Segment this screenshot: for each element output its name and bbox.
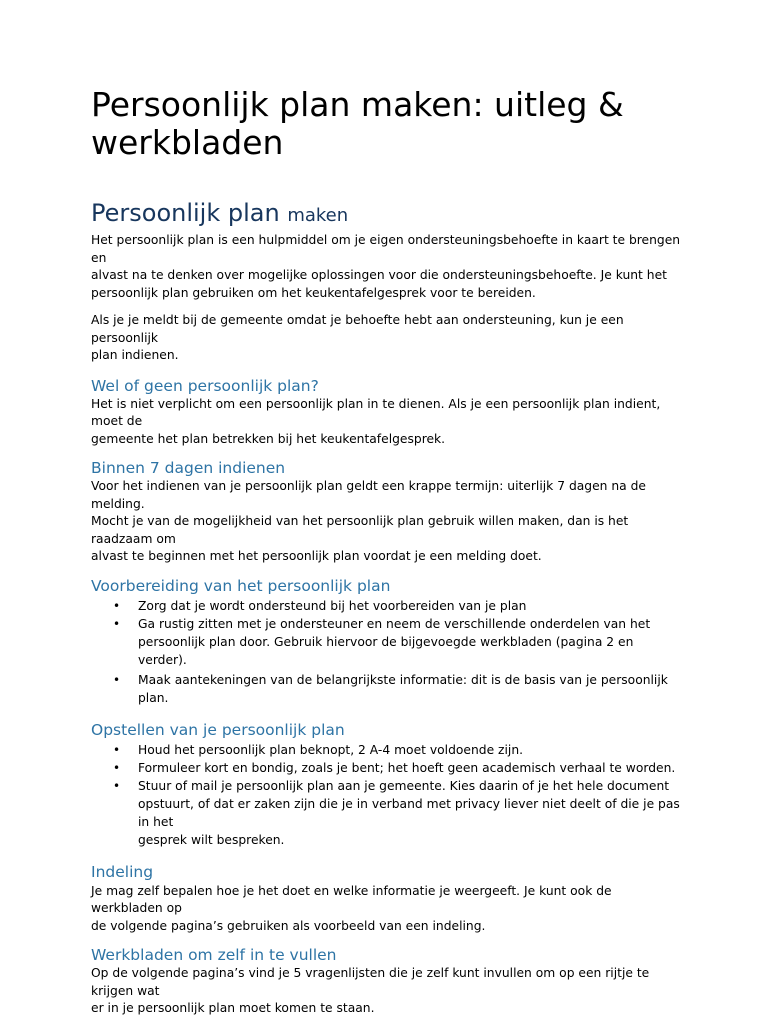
bullet-icon: • [113,742,121,757]
text-line: Zorg dat je wordt ondersteund bij het voorbereiden van je plan [138,598,527,613]
subheading-opstellen: Opstellen van je persoonlijk plan [91,720,345,739]
section-heading-small: maken [287,205,349,226]
subheading-voorbereiding: Voorbereiding van het persoonlijk plan [91,576,391,595]
text-line: Het persoonlijk plan is een hulpmiddel om je eigen ondersteuningsbehoefte in kaart te brengen en [91,233,681,265]
bullet-icon: • [113,760,121,775]
text-line: Stuur of mail je persoonlijk plan aan je gemeente. Kies daarin of je het hele document [138,778,670,793]
section-heading-main: Persoonlijk plan [91,199,280,227]
text-line: alvast na te denken over mogelijke oplossingen voor die ondersteuningsbehoefte. Je kunt het [91,268,667,282]
list-item [91,759,683,777]
bullet-icon: • [113,616,121,631]
text-line: opstuurt, of dat er zaken zijn die je in verband met privacy liever niet deelt of die je pas in het [138,796,680,829]
list-item [91,597,683,615]
text-line: Als je je meldt bij de gemeente omdat je behoefte hebt aan ondersteuning, kun je een persoonlijk [91,313,624,345]
bullet-icon: • [113,672,121,687]
document-page [91,86,683,1018]
list-item [91,615,683,669]
intro-paragraph-2 [91,312,683,365]
text-line: persoonlijk plan door. Gebruik hiervoor de bijgevoegde werkbladen (pagina 2 en verder). [138,634,634,667]
text-line: Het is niet verplicht om een persoonlijk plan in te dienen. Als je een persoonlijk plan indient, moet de [91,396,661,428]
document-title [91,86,683,162]
opstellen-bullet-list [91,741,683,849]
text-line: Op de volgende pagina’s vind je 5 vragenlijsten die je zelf kunt invullen om op een rijtje te krijgen wat [91,966,650,998]
wel-of-geen-paragraph [91,396,683,449]
text-line: Ga rustig zitten met je ondersteuner en neem de verschillende onderdelen van het [138,616,651,631]
voorbereiding-bullet-list [91,597,683,707]
text-line: Formuleer kort en bondig, zoals je bent; het hoeft geen academisch verhaal te worden. [138,760,676,775]
intro-paragraph-1 [91,232,683,302]
text-line: Mocht je van de mogelijkheid van het persoonlijk plan gebruik willen maken, dan is het raadzaam om [91,514,629,546]
list-item [91,777,683,849]
text-line: Voor het indienen van je persoonlijk plan geldt een krappe termijn: uiterlijk 7 dagen na de melding. [91,479,646,511]
text-line: alvast te beginnen met het persoonlijk plan voordat je een melding doet. [91,549,542,563]
list-item [91,671,683,707]
text-line: Je mag zelf bepalen hoe je het doet en welke informatie je weergeeft. Je kunt ook de werkbladen op [91,883,612,915]
text-line: persoonlijk plan gebruiken om het keukentafelgesprek voor te bereiden. [91,285,536,300]
subheading-binnen-7-dagen: Binnen 7 dagen indienen [91,459,286,477]
text-line: gesprek wilt bespreken. [138,832,285,847]
document-title-line-1: Persoonlijk plan maken: uitleg & [91,85,624,124]
section-heading-persoonlijk-plan-maken [91,199,683,230]
text-line: de volgende pagina’s gebruiken als voorbeeld van een indeling. [91,918,486,933]
text-line: gemeente het plan betrekken bij het keukentafelgesprek. [91,431,446,446]
bullet-icon: • [113,778,121,793]
text-line: Houd het persoonlijk plan beknopt, 2 A-4 moet voldoende zijn. [138,742,524,757]
werkbladen-paragraph [91,965,683,1018]
text-line: Maak aantekeningen van de belangrijkste informatie: dit is de basis van je persoonlijk plan. [138,672,668,705]
document-title-line-2: werkbladen [91,123,284,162]
binnen-7-dagen-paragraph [91,478,683,566]
text-line: er in je persoonlijk plan moet komen te staan. [91,1001,375,1015]
subheading-werkbladen: Werkbladen om zelf in te vullen [91,946,337,964]
text-line: plan indienen. [91,348,179,362]
bullet-icon: • [113,598,121,613]
subheading-wel-of-geen: Wel of geen persoonlijk plan? [91,376,319,395]
list-item [91,741,683,759]
subheading-indeling: Indeling [91,862,154,881]
indeling-paragraph [91,883,683,936]
